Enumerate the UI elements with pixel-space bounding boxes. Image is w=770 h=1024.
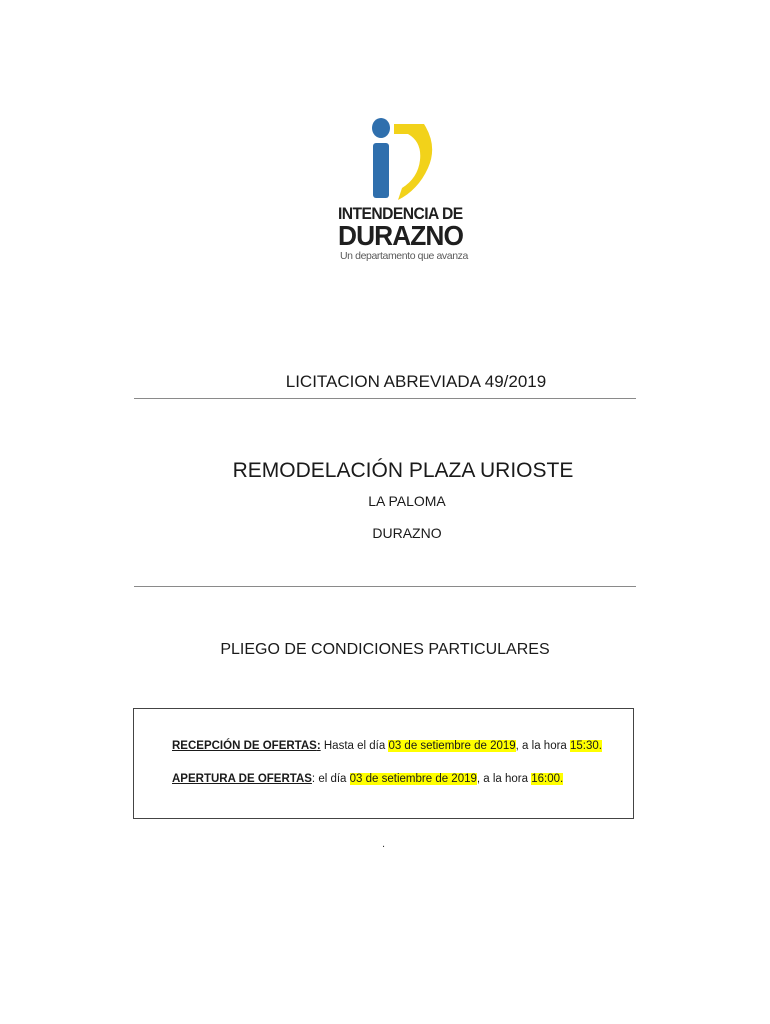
opening-line	[172, 773, 563, 785]
opening-time: 16:00.	[531, 773, 564, 785]
reception-time-prefix: , a la hora	[515, 740, 571, 752]
reception-prefix: Hasta el día	[320, 740, 389, 752]
opening-colon: :	[311, 773, 316, 785]
reception-label: RECEPCIÓN DE OFERTAS	[172, 740, 317, 752]
reception-line	[172, 740, 602, 752]
reception-date: 03 de setiembre de 2019	[388, 740, 516, 752]
opening-prefix: el día	[315, 773, 350, 785]
intendencia-logo-mark-icon	[368, 116, 442, 208]
opening-time-prefix: , a la hora	[476, 773, 532, 785]
offers-dates-box	[133, 708, 634, 819]
project-title: REMODELACIÓN PLAZA URIOSTE	[232, 459, 574, 482]
reception-time: 15:30.	[570, 740, 602, 752]
project-department: DURAZNO	[372, 525, 442, 541]
logo-text-intendencia: INTENDENCIA DE	[338, 204, 463, 223]
licitacion-heading: LICITACION ABREVIADA 49/2019	[285, 372, 547, 391]
opening-label: APERTURA DE OFERTAS	[172, 773, 312, 785]
trailing-dot: .	[382, 838, 386, 850]
logo-tagline: Un departamento que avanza	[340, 250, 468, 262]
pliego-heading: PLIEGO DE CONDICIONES PARTICULARES	[220, 641, 550, 658]
project-location: LA PALOMA	[368, 493, 446, 509]
divider-bottom	[134, 586, 636, 587]
divider-top	[134, 398, 636, 399]
logo-text-durazno: DURAZNO	[338, 220, 464, 251]
opening-date: 03 de setiembre de 2019	[349, 773, 477, 785]
intendencia-durazno-logo	[338, 112, 468, 264]
reception-colon: :	[316, 740, 321, 752]
